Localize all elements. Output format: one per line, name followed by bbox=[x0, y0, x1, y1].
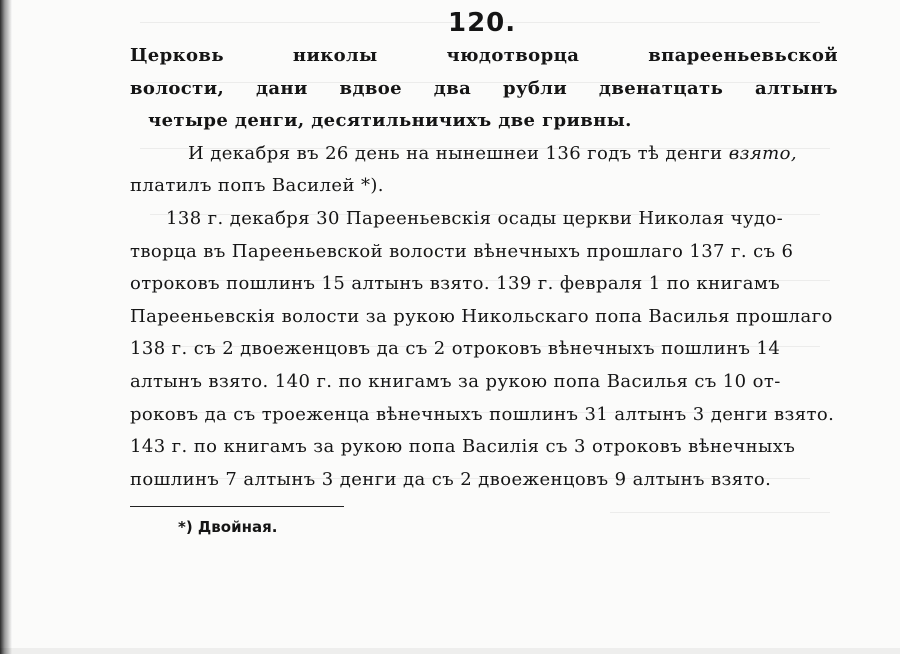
paragraph-line: пошлинъ 7 алтынъ 3 денги да съ 2 двоеженцовъ 9 алтынъ взято. bbox=[130, 468, 772, 490]
heading-line: волости, дани вдвое два рубли двенатцать алтынъ bbox=[130, 77, 838, 99]
paragraph-line: роковъ да съ троеженца вѣнечныхъ пошлинъ 31 алтынъ 3 денги взято. bbox=[130, 403, 835, 425]
emphasis-word: взято, bbox=[728, 142, 797, 164]
page-bottom-shade bbox=[0, 648, 900, 654]
paragraph-line: Пареeньевскія волости за рукою Никольскаго попа Василья прошлаго bbox=[130, 305, 833, 327]
footnote: *) Двойная. bbox=[178, 518, 278, 536]
paragraph-line: платилъ попъ Василей *). bbox=[130, 175, 384, 197]
page-gutter-edge bbox=[0, 0, 12, 654]
main-text bbox=[130, 40, 838, 496]
page-number: 120. bbox=[448, 8, 517, 38]
paragraph-line: алтынъ взято. 140 г. по книгамъ за рукою попа Василья съ 10 от- bbox=[130, 370, 781, 392]
paragraph-line: 138 г. декабря 30 Пареeньевскія осады церкви Николая чудо- bbox=[166, 207, 784, 229]
paragraph-text: И декабря въ 26 день на нынешнеи 136 годъ тѣ денги bbox=[188, 142, 723, 164]
paragraph-line bbox=[130, 138, 838, 171]
paragraph-line: 143 г. по книгамъ за рукою попа Василія съ 3 отроковъ вѣнечныхъ bbox=[130, 436, 796, 458]
heading-line: четыре денги, десятильничихъ две гривны. bbox=[148, 110, 632, 132]
paragraph-line: отроковъ пошлинъ 15 алтынъ взято. 139 г. февраля 1 по книгамъ bbox=[130, 273, 781, 295]
paragraph-line: 138 г. съ 2 двоеженцовъ да съ 2 отроковъ вѣнечныхъ пошлинъ 14 bbox=[130, 338, 781, 360]
paragraph-line: творца въ Пареeньевской волости вѣнечныхъ прошлаго 137 г. съ 6 bbox=[130, 240, 794, 262]
footnote-divider bbox=[130, 506, 344, 507]
heading-line: Церковь николы чюдотворца впарееньевьской bbox=[130, 45, 838, 66]
